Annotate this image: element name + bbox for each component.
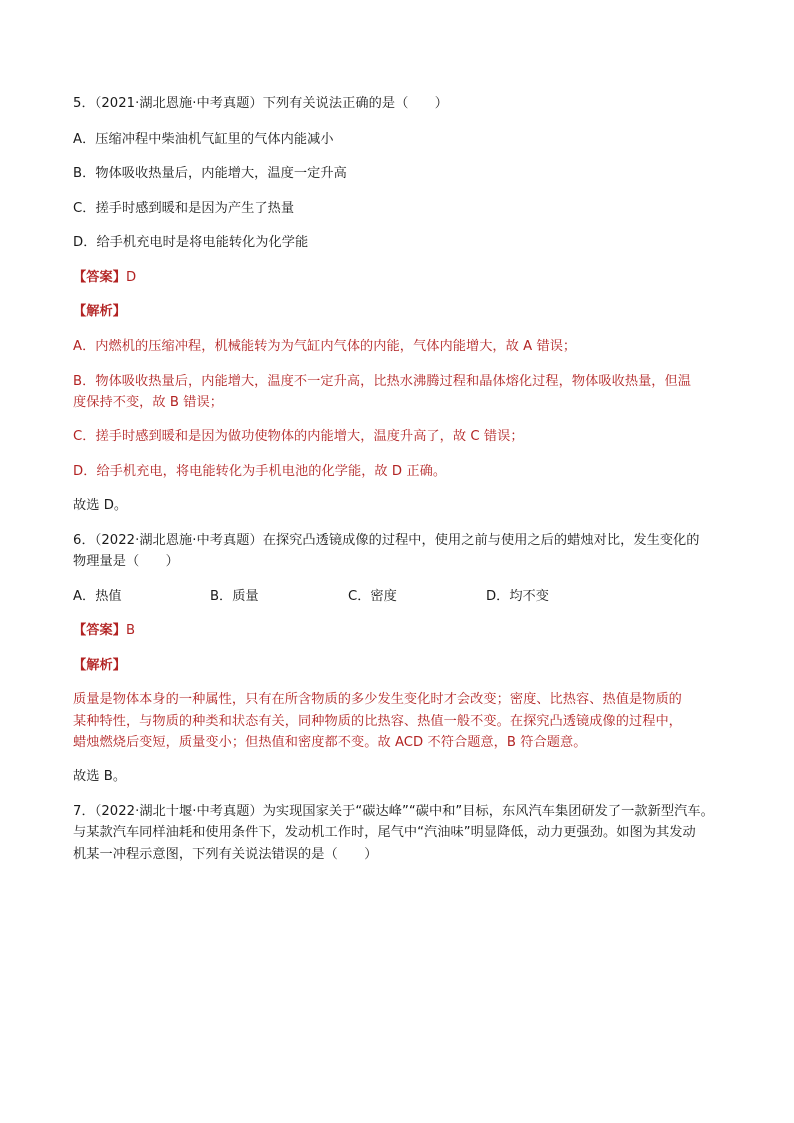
q7-stem-line-1: 7．（2022·湖北十堰·中考真题）为实现国家关于“碳达峰”“碳中和”目标，东风汽车集团研发了一款新型汽车。 — [73, 804, 714, 819]
q6-analysis-line-1: 质量是物体本身的一种属性，只有在所含物质的多少发生变化时才会改变；密度、比热容、热值是物质的 — [73, 692, 682, 707]
q5-analysis-line-4: C．搓手时感到暖和是因为做功使物体的内能增大，温度升高了，故 C 错误； — [73, 429, 524, 444]
q5-stem: 5．（2021·湖北恩施·中考真题）下列有关说法正确的是（ ） — [73, 96, 449, 111]
q6-option-c: C．密度 — [348, 589, 397, 604]
q5-analysis-line-1: A．内燃机的压缩冲程，机械能转为为气缸内气体的内能，气体内能增大，故 A 错误； — [73, 339, 577, 354]
q6-conclusion: 故选 B。 — [73, 769, 127, 784]
q5-option-c: C．搓手时感到暖和是因为产生了热量 — [73, 201, 295, 216]
q6-stem-line-2: 物理量是（ ） — [73, 554, 179, 569]
q5-analysis-line-2: B．物体吸收热量后，内能增大，温度不一定升高，比热水沸腾过程和晶体熔化过程，物体吸收热量，但温 — [73, 374, 692, 389]
q5-option-b: B．物体吸收热量后，内能增大，温度一定升高 — [73, 166, 347, 181]
q6-analysis-line-3: 蜡烛燃烧后变短，质量变小；但热值和密度都不变。故 ACD 不符合题意，B 符合题意。 — [73, 735, 587, 750]
q6-option-b: B．质量 — [210, 589, 259, 604]
q6-stem-line-1: 6．（2022·湖北恩施·中考真题）在探究凸透镜成像的过程中，使用之前与使用之后的蜡烛对比，发生变化的 — [73, 533, 700, 548]
q5-option-d: D．给手机充电时是将电能转化为化学能 — [73, 235, 309, 250]
q5-conclusion: 故选 D。 — [73, 498, 128, 513]
q6-answer — [73, 621, 135, 641]
q6-analysis-tag: 【解析】 — [73, 658, 126, 673]
q7-stem-line-2: 与某款汽车同样油耗和使用条件下，发动机工作时，尾气中“汽油味”明显降低，动力更强劲。如图为其发动 — [73, 825, 696, 840]
q7-stem-line-3: 机某一冲程示意图，下列有关说法错误的是（ ） — [73, 847, 378, 862]
answer-tag: 【答案】 — [73, 270, 126, 285]
q5-analysis-line-5: D．给手机充电，将电能转化为手机电池的化学能，故 D 正确。 — [73, 464, 447, 479]
answer-value: D — [125, 270, 137, 285]
q5-answer — [73, 268, 136, 288]
q5-analysis-line-3: 度保持不变，故 B 错误； — [73, 395, 223, 410]
q6-option-d: D．均不变 — [486, 589, 549, 604]
q6-analysis-line-2: 某种特性，与物质的种类和状态有关，同种物质的比热容、热值一般不变。在探究凸透镜成像的过程中， — [73, 714, 682, 729]
answer-value: B — [125, 623, 136, 638]
q6-option-a: A．热值 — [73, 589, 122, 604]
q5-analysis-tag: 【解析】 — [73, 304, 126, 319]
q5-option-a: A．压缩冲程中柴油机气缸里的气体内能减小 — [73, 132, 334, 147]
answer-tag: 【答案】 — [73, 623, 126, 638]
